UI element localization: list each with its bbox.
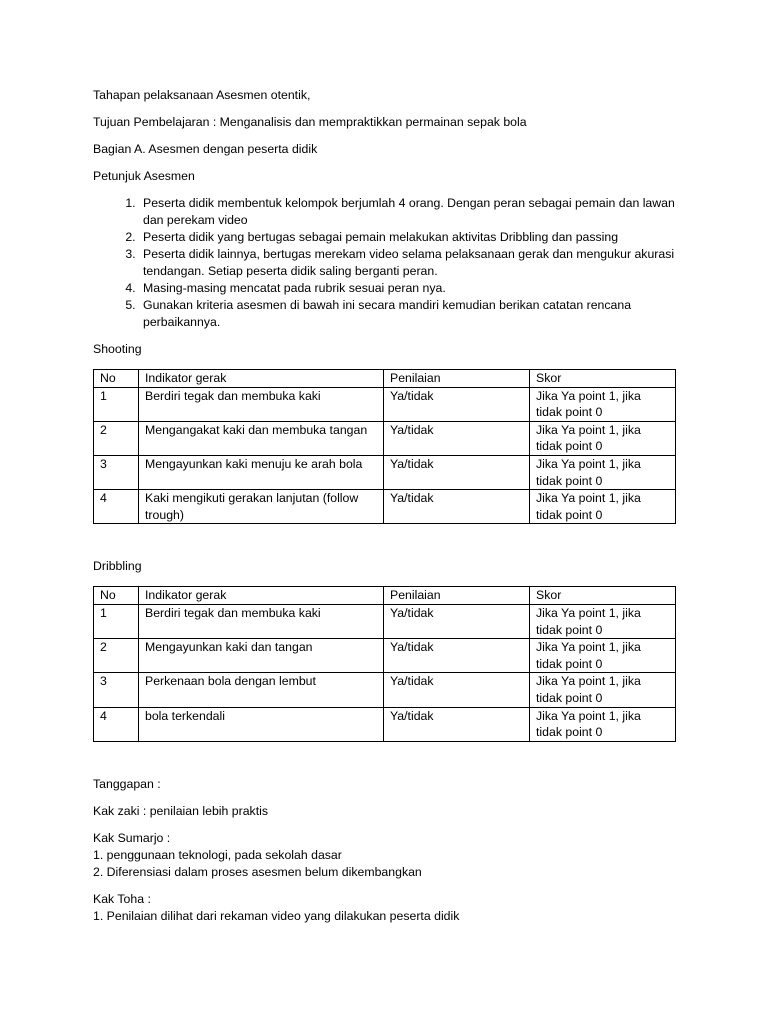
header-cell-indicator: Indikator gerak (139, 587, 384, 605)
cell-no: 1 (94, 387, 139, 421)
cell-score: Jika Ya point 1, jika tidak point 0 (530, 673, 676, 707)
table-row (94, 673, 676, 707)
list-item: 3. Peserta didik lainnya, bertugas merekam video selama pelaksanaan gerak dan mengukur akurasi tendangan. Setiap peserta didik saling berganti peran. (139, 246, 675, 280)
response-sumarjo-item: 1. penggunaan teknologi, pada sekolah dasar (93, 847, 342, 862)
cell-indicator: Mengayunkan kaki dan tangan (139, 639, 384, 673)
cell-assessment: Ya/tidak (384, 455, 530, 489)
cell-assessment: Ya/tidak (384, 707, 530, 741)
list-item: 5. Gunakan kriteria asesmen di bawah ini secara mandiri kemudian berikan catatan rencana perbaikannya. (139, 297, 675, 331)
response-toha-item: 1. Penilaian dilihat dari rekaman video yang dilakukan peserta didik (93, 908, 460, 923)
cell-indicator: Perkenaan bola dengan lembut (139, 673, 384, 707)
table-header-row (94, 370, 676, 388)
shooting-table (93, 369, 676, 524)
response-sumarjo-item: 2. Diferensiasi dalam proses asesmen belum dikembangkan (93, 864, 422, 879)
table-row (94, 490, 676, 524)
cell-score: Jika Ya point 1, jika tidak point 0 (530, 707, 676, 741)
header-cell-score: Skor (530, 587, 676, 605)
table-row (94, 421, 676, 455)
section-a-title: Bagian A. Asesmen dengan peserta didik (93, 142, 318, 156)
dribbling-table (93, 586, 676, 741)
learning-objective: Tujuan Pembelajaran : Menganalisis dan mempraktikkan permainan sepak bola (93, 115, 527, 129)
cell-score: Jika Ya point 1, jika tidak point 0 (530, 639, 676, 673)
table-row (94, 387, 676, 421)
cell-no: 1 (94, 604, 139, 638)
shooting-title: Shooting (93, 342, 142, 356)
response-zaki: Kak zaki : penilaian lebih praktis (93, 803, 268, 818)
cell-no: 3 (94, 455, 139, 489)
header-cell-score: Skor (530, 370, 676, 388)
cell-indicator: Berdiri tegak dan membuka kaki (139, 604, 384, 638)
cell-no: 2 (94, 639, 139, 673)
cell-score: Jika Ya point 1, jika tidak point 0 (530, 387, 676, 421)
cell-score: Jika Ya point 1, jika tidak point 0 (530, 490, 676, 524)
table-row (94, 707, 676, 741)
instructions-title: Petunjuk Asesmen (93, 169, 195, 183)
table-row (94, 639, 676, 673)
cell-score: Jika Ya point 1, jika tidak point 0 (530, 421, 676, 455)
cell-assessment: Ya/tidak (384, 673, 530, 707)
cell-indicator: Berdiri tegak dan membuka kaki (139, 387, 384, 421)
cell-assessment: Ya/tidak (384, 604, 530, 638)
cell-indicator: bola terkendali (139, 707, 384, 741)
cell-score: Jika Ya point 1, jika tidak point 0 (530, 455, 676, 489)
cell-assessment: Ya/tidak (384, 387, 530, 421)
cell-indicator: Mengangakat kaki dan membuka tangan (139, 421, 384, 455)
cell-assessment: Ya/tidak (384, 490, 530, 524)
response-sumarjo-title: Kak Sumarjo : (93, 830, 171, 845)
list-item: 4. Masing-masing mencatat pada rubrik sesuai peran nya. (139, 280, 675, 297)
document-page (93, 87, 675, 925)
responses-title: Tanggapan : (93, 776, 161, 791)
cell-assessment: Ya/tidak (384, 421, 530, 455)
header-cell-indicator: Indikator gerak (139, 370, 384, 388)
cell-score: Jika Ya point 1, jika tidak point 0 (530, 604, 676, 638)
table-row (94, 604, 676, 638)
dribbling-title: Dribbling (93, 559, 142, 574)
cell-no: 3 (94, 673, 139, 707)
cell-indicator: Kaki mengikuti gerakan lanjutan (follow trough) (139, 490, 384, 524)
list-item: 2. Peserta didik yang bertugas sebagai pemain melakukan aktivitas Dribbling dan passing (139, 229, 675, 246)
header-cell-assessment: Penilaian (384, 587, 530, 605)
cell-no: 4 (94, 707, 139, 741)
instructions-list (93, 195, 675, 331)
header-cell-no: No (94, 587, 139, 605)
cell-assessment: Ya/tidak (384, 639, 530, 673)
response-toha-title: Kak Toha : (93, 891, 151, 906)
list-item: 1. Peserta didik membentuk kelompok berjumlah 4 orang. Dengan peran sebagai pemain dan lawan dan perekam video (139, 195, 675, 229)
table-row (94, 455, 676, 489)
intro-heading: Tahapan pelaksanaan Asesmen otentik, (93, 88, 311, 102)
cell-no: 4 (94, 490, 139, 524)
header-cell-no: No (94, 370, 139, 388)
cell-indicator: Mengayunkan kaki menuju ke arah bola (139, 455, 384, 489)
header-cell-assessment: Penilaian (384, 370, 530, 388)
cell-no: 2 (94, 421, 139, 455)
table-header-row (94, 587, 676, 605)
